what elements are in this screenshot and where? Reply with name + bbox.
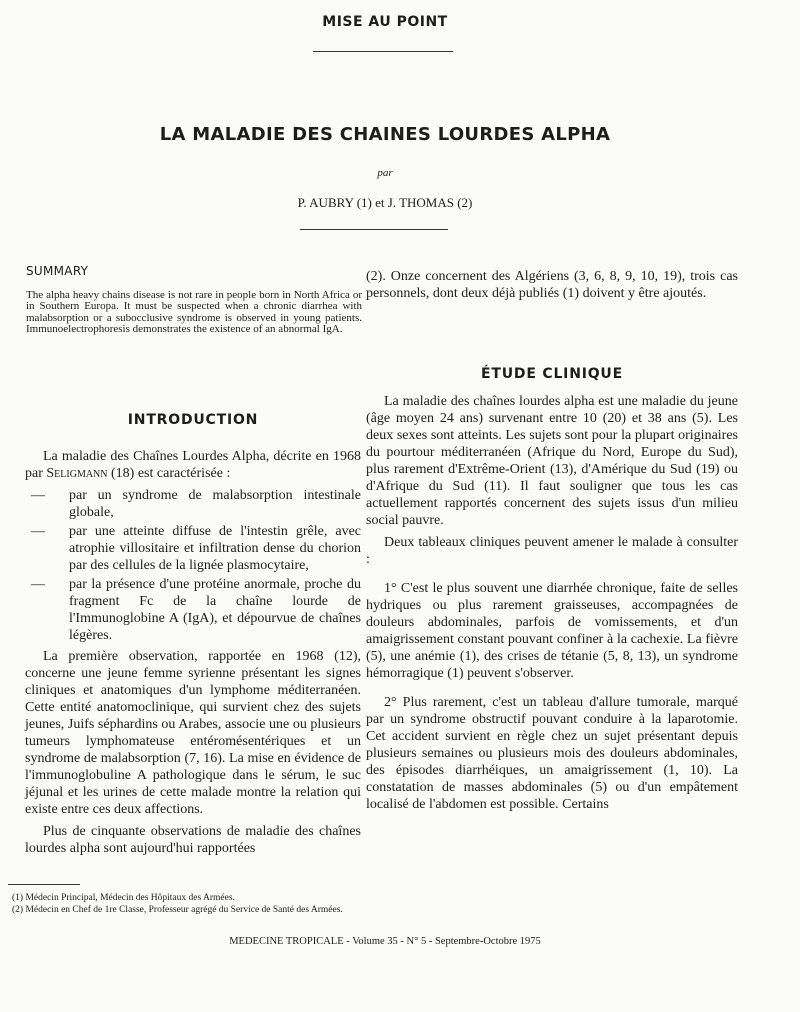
right-column (366, 268, 738, 818)
intro-paragraph-3: Plus de cinquante observations de maladie des chaînes lourdes alpha sont aujourd'hui rapportées (25, 824, 361, 856)
clinical-paragraph-3: 1° C'est le plus souvent une diarrhée chronique, faite de selles hydriques ou plus rarement graisseuses, accompagnées de douleurs abdominales, parfois de vomissements, et d'un amaigrissement constant pouvant confiner à la cachexie. La fièvre (5), une anémie (1), des crises de tétanie (5, 8, 13), un syndrome hémorragique (1) peuvent s'observer. (366, 581, 738, 681)
footnote-rule (8, 884, 80, 885)
footnote: (1) Médecin Principal, Médecin des Hôpitaux des Armées. (12, 893, 235, 903)
header-rule (313, 51, 453, 52)
summary-block (26, 266, 362, 336)
characteristics-list (25, 487, 361, 644)
list-item: — par une atteinte diffuse de l'intestin grêle, avec atrophie villositaire et infiltration dense du chorion par des cellules de la lignée plasmocytaire, (31, 524, 361, 573)
summary-heading: SUMMARY (26, 264, 89, 278)
authors-rule (300, 229, 448, 230)
section-heading: MISE AU POINT (322, 14, 448, 30)
footnotes (12, 892, 512, 916)
clinical-paragraph-4: 2° Plus rarement, c'est un tableau d'allure tumorale, marqué par un syndrome obstructif pouvant conduire à la laparotomie. Cet accident survient en règle chez un sujet présentant depuis plusieurs semaines ou plusieurs mois des douleurs abdominales, des épisodes diarrhéiques, un amaigrissement (1, 10). La constatation de masses abdominales (5) ou d'un empâtement localisé de l'abdomen est possible. Certains (366, 695, 738, 812)
intro-paragraph-1: La maladie des Chaînes Lourdes Alpha, décrite en 1968 par Seligmann (18) est caractérisée : (25, 449, 361, 481)
list-item: — par la présence d'une protéine anormale, proche du fragment Fc de la chaîne lourde de l'Immunoglobine A (IgA), et dépourvue de chaînes légères. (31, 577, 361, 643)
author-name-seligmann: Seligmann (46, 466, 108, 481)
footnote: (2) Médecin en Chef de 1re Classe, Professeur agrégé du Service de Santé des Armées. (12, 905, 343, 915)
summary-text: The alpha heavy chains disease is not rare in people born in North Africa or in Southern Europa. It must be suspected when a chronic diarrhea with malabsorption or a subocclusive syndrome is observed in young patients. Immunoelectrophoresis demonstrates the existence of an abnormal IgA. (26, 288, 362, 335)
clinical-paragraph-1: La maladie des chaînes lourdes alpha est une maladie du jeune (âge moyen 24 ans) survenant entre 10 (20) et 38 ans (5). Les deux sexes sont atteints. Les sujets sont pour la plupart originaires du pourtour méditerranéen (Afrique du Nord, Europe du Sud), plus rarement d'Extrême-Orient (13), d'Amérique du Sud (19) ou d'Afrique du Sud (11). Il faut souligner que tous les cas actuellement rapportés concernent des sujets issus d'un milieu social pauvre. (366, 394, 738, 528)
introduction-heading: INTRODUCTION (127, 412, 259, 428)
clinical-paragraph-2: Deux tableaux cliniques peuvent amener le malade à consulter : (366, 535, 738, 567)
authors: P. AUBRY (1) et J. THOMAS (2) (297, 195, 473, 210)
intro-paragraph-2: La première observation, rapportée en 1968 (12), concerne une jeune femme syrienne présentant les signes cliniques et anatomiques d'un lymphome méditerranéen. Cette entité anatomoclinique, qui survient chez des sujets jeunes, Juifs séphardins ou Arabes, associe une ou plusieurs tumeurs lymphomateuse entéromésentériques et un syndrome de malabsorption (7, 16). La mise en évidence de l'immunoglobuline A pathologique dans le sérum, le suc jéjunal et les urines de cette malade montre la relation qui existe entre ces deux affections. (25, 649, 361, 817)
etude-clinique-heading: ÉTUDE CLINIQUE (481, 366, 623, 382)
journal-footer: MEDECINE TROPICALE - Volume 35 - N° 5 - Septembre-Octobre 1975 (229, 936, 541, 947)
list-item: — par un syndrome de malabsorption intestinale globale, (31, 488, 361, 520)
continuation-paragraph: (2). Onze concernent des Algériens (3, 6, 8, 9, 10, 19), trois cas personnels, dont deux déjà publiés (1) doivent y être ajoutés. (366, 269, 738, 301)
left-column (25, 412, 361, 862)
byline-par: par (377, 167, 393, 179)
article-title: LA MALADIE DES CHAINES LOURDES ALPHA (159, 124, 611, 145)
